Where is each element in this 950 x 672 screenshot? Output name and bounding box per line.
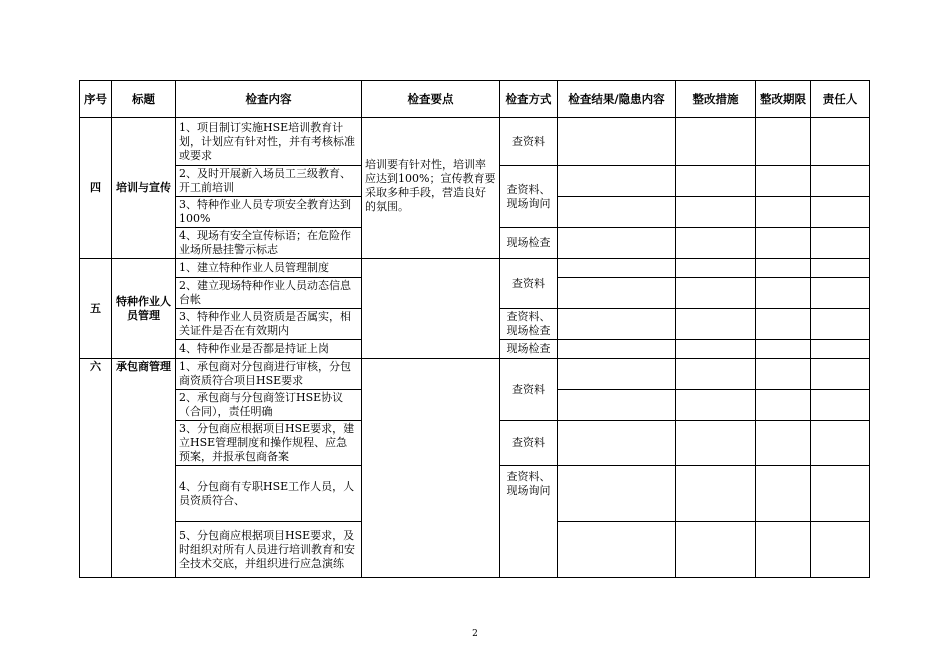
person-cell[interactable] [811,359,870,390]
check-item: 2、建立现场特种作业人员动态信息台帐 [176,278,362,309]
measures-cell[interactable] [676,259,756,278]
measures-cell[interactable] [676,278,756,309]
measures-cell[interactable] [676,309,756,340]
check-method: 查资料、现场询问 [500,166,558,228]
check-method: 查资料、现场检查 [500,309,558,340]
result-cell[interactable] [558,309,676,340]
header-person: 责任人 [811,81,870,118]
check-item: 4、现场有安全宣传标语；在危险作业场所悬挂警示标志 [176,228,362,259]
measures-cell[interactable] [676,466,756,522]
result-cell[interactable] [558,118,676,166]
person-cell[interactable] [811,166,870,197]
deadline-cell[interactable] [756,466,811,522]
person-cell[interactable] [811,390,870,421]
result-cell[interactable] [558,259,676,278]
deadline-cell[interactable] [756,390,811,421]
check-method: 查资料 [500,359,558,421]
deadline-cell[interactable] [756,359,811,390]
result-cell[interactable] [558,466,676,522]
check-item: 2、及时开展新入场员工三级教育、开工前培训 [176,166,362,197]
header-points: 检查要点 [362,81,500,118]
measures-cell[interactable] [676,421,756,466]
measures-cell[interactable] [676,390,756,421]
section-seq: 五 [80,259,112,359]
result-cell[interactable] [558,166,676,197]
section-seq: 六 [80,359,112,578]
check-points: 培训要有针对性，培训率应达到100%；宣传教育要采取多种手段，营造良好的氛围。 [362,118,500,259]
table-row [80,118,870,166]
header-seq: 序号 [80,81,112,118]
person-cell[interactable] [811,309,870,340]
result-cell[interactable] [558,340,676,359]
check-item: 3、分包商应根据项目HSE要求，建立HSE管理制度和操作规程、应急预案，并报承包商备案 [176,421,362,466]
hse-inspection-table [79,80,870,578]
measures-cell[interactable] [676,166,756,197]
check-method: 查资料 [500,118,558,166]
section-title: 培训与宣传 [112,118,176,259]
deadline-cell[interactable] [756,197,811,228]
measures-cell[interactable] [676,340,756,359]
deadline-cell[interactable] [756,259,811,278]
person-cell[interactable] [811,522,870,578]
check-method: 查资料、现场询问 [500,466,558,578]
person-cell[interactable] [811,466,870,522]
check-item: 3、特种作业人员资质是否属实，相关证件是否在有效期内 [176,309,362,340]
check-method: 现场检查 [500,228,558,259]
person-cell[interactable] [811,421,870,466]
result-cell[interactable] [558,390,676,421]
check-points [362,359,500,578]
person-cell[interactable] [811,118,870,166]
result-cell[interactable] [558,197,676,228]
table-header-row [80,81,870,118]
measures-cell[interactable] [676,522,756,578]
check-item: 4、分包商有专职HSE工作人员，人员资质符合、 [176,466,362,522]
check-item: 1、承包商对分包商进行审核，分包商资质符合项目HSE要求 [176,359,362,390]
result-cell[interactable] [558,278,676,309]
header-deadline: 整改期限 [756,81,811,118]
measures-cell[interactable] [676,228,756,259]
deadline-cell[interactable] [756,309,811,340]
header-result: 检查结果/隐患内容 [558,81,676,118]
check-item: 3、特种作业人员专项安全教育达到100% [176,197,362,228]
person-cell[interactable] [811,197,870,228]
check-item: 1、项目制订实施HSE培训教育计划，计划应有针对性，并有考核标准或要求 [176,118,362,166]
result-cell[interactable] [558,359,676,390]
measures-cell[interactable] [676,197,756,228]
deadline-cell[interactable] [756,421,811,466]
person-cell[interactable] [811,228,870,259]
check-item: 1、建立特种作业人员管理制度 [176,259,362,278]
deadline-cell[interactable] [756,228,811,259]
check-method: 查资料 [500,259,558,309]
deadline-cell[interactable] [756,340,811,359]
person-cell[interactable] [811,340,870,359]
check-points [362,259,500,359]
header-title: 标题 [112,81,176,118]
check-item: 2、承包商与分包商签订HSE协议（合同），责任明确 [176,390,362,421]
person-cell[interactable] [811,259,870,278]
page-number: 2 [472,629,478,639]
deadline-cell[interactable] [756,278,811,309]
check-item: 4、特种作业是否都是持证上岗 [176,340,362,359]
header-content: 检查内容 [176,81,362,118]
check-method: 查资料 [500,421,558,466]
section-seq: 四 [80,118,112,259]
deadline-cell[interactable] [756,522,811,578]
person-cell[interactable] [811,278,870,309]
header-method: 检查方式 [500,81,558,118]
table-row [80,259,870,278]
deadline-cell[interactable] [756,118,811,166]
deadline-cell[interactable] [756,166,811,197]
table-row [80,359,870,390]
measures-cell[interactable] [676,118,756,166]
result-cell[interactable] [558,421,676,466]
section-title: 承包商管理 [112,359,176,578]
result-cell[interactable] [558,522,676,578]
measures-cell[interactable] [676,359,756,390]
check-item: 5、分包商应根据项目HSE要求，及时组织对所有人员进行培训教育和安全技术交底，并组织进行应急演练 [176,522,362,578]
check-method: 现场检查 [500,340,558,359]
section-title: 特种作业人员管理 [112,259,176,359]
result-cell[interactable] [558,228,676,259]
header-measures: 整改措施 [676,81,756,118]
